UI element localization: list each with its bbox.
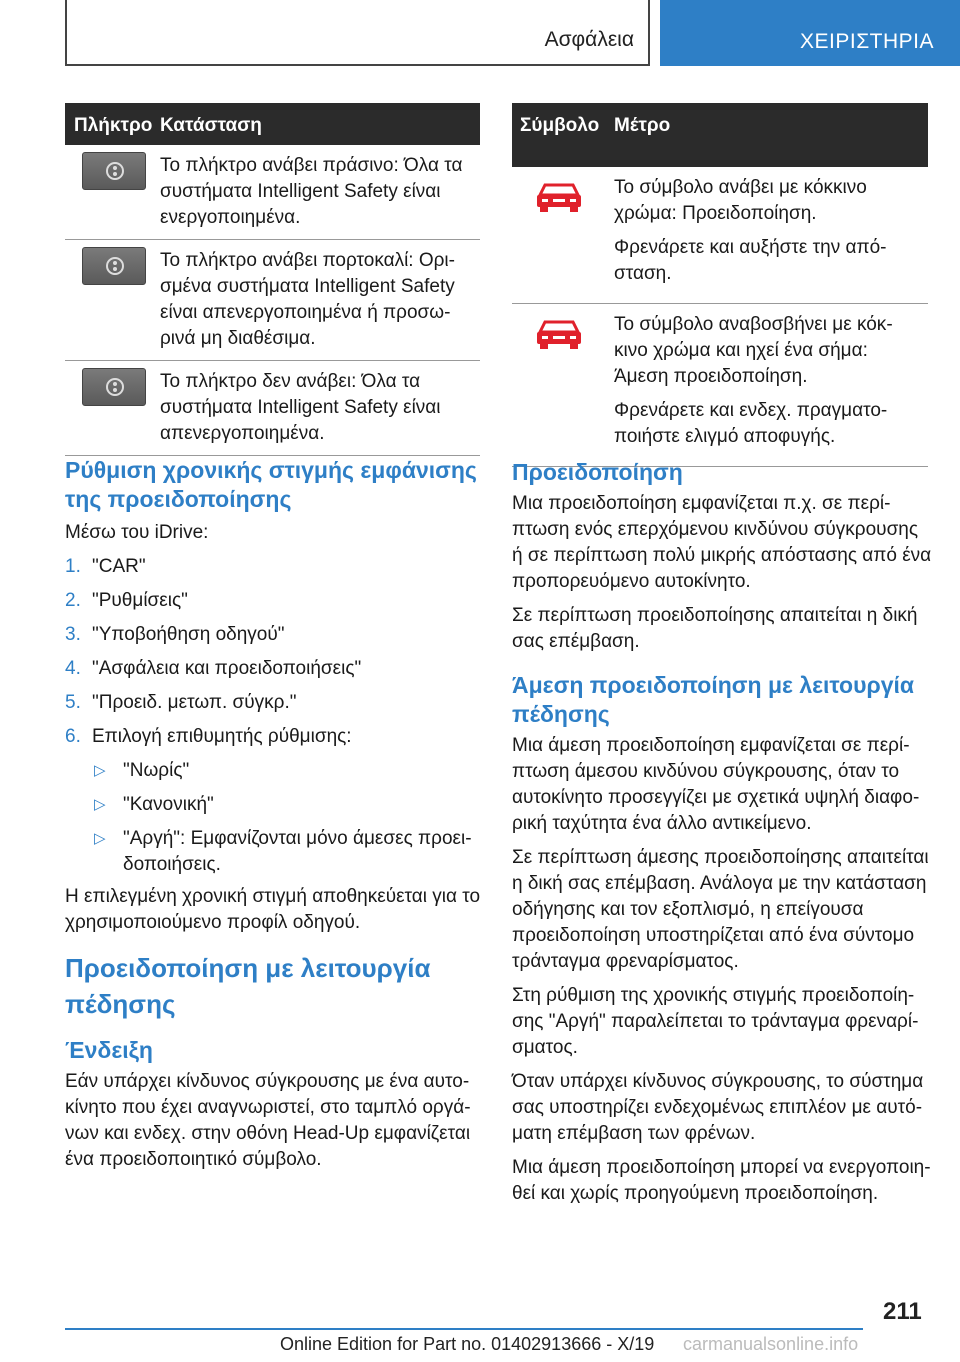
intro-text: Μέσω του iDrive: — [65, 522, 209, 543]
action-text: Φρενάρετε και ενδεχ. πραγματοποιήστε ελιγμό αποφυγής. — [614, 400, 888, 447]
table-header-row — [512, 103, 928, 167]
list-item: ▷ "Νωρίς" — [65, 758, 485, 784]
intelligent-safety-button-icon — [82, 247, 146, 285]
acute-warning-text: Μια άμεση προειδοποίηση μπορεί να ενεργοποιηθεί και χωρίς προηγούμενη προειδοποίηση. — [512, 1157, 931, 1204]
action-text: Το σύμβολο ανάβει με κόκκινο χρώμα: Προειδοποίηση. — [614, 177, 867, 224]
triangle-bullet-icon: ▷ — [94, 796, 106, 813]
action-text: Το σύμβολο αναβοσβήνει με κόκκινο χρώμα και ηχεί ένα σήμα: Άμεση προειδοποίηση. — [614, 314, 893, 387]
heading-warning: Προειδοποίηση — [512, 459, 683, 485]
list-item: 3. "Υποβοήθηση οδηγού" — [65, 624, 285, 645]
warning-text: Σε περίπτωση προειδοποίησης απαιτείται η δική σας επέμβαση. — [512, 605, 918, 652]
column-header-symbol: Σύμβολο — [512, 103, 614, 167]
button-status-table — [65, 103, 480, 456]
table-row — [512, 167, 928, 304]
warning-text: Μια προειδοποίηση εμφανίζεται π.χ. σε περίπτωση ενός επερχόμενου κινδύνου σύγκρουσης ή σε περίπτωση πολύ μικρής απόστασης από ένα προπορευόμενο αυτοκίνητο. — [512, 493, 932, 592]
footer-rule — [65, 1328, 863, 1330]
saved-note: Η επιλεγμένη χρονική στιγμή αποθηκεύεται για το χρησιμοποιούμενο προφίλ οδηγού. — [65, 886, 481, 933]
table-row — [65, 361, 480, 456]
status-text: Το πλήκτρο ανάβει πορτοκαλί: Ορισμένα συστήματα Intelligent Safety είναι απενεργοποιημένα ή προσωρινά μη διαθέσιμα. — [160, 240, 480, 361]
heading-acute-warning: Άμεση προειδοποίηση με λειτουργία πέδησης — [512, 672, 915, 727]
heading-warning-time: Ρύθμιση χρονικής στιγμής εμφάνισης της προειδοποίησης — [65, 457, 477, 512]
heading-indication: Ένδειξη — [65, 1037, 153, 1063]
table-row — [512, 304, 928, 467]
right-column — [512, 458, 932, 1215]
intelligent-safety-button-icon — [82, 152, 146, 190]
list-item: ▷ "Κανονική" — [65, 792, 485, 818]
acute-warning-text: Σε περίπτωση άμεσης προειδοποίησης απαιτείται η δική σας επέμβαση. Ανάλογα με την κατάσταση οδήγησης και τον εξοπλισμό, η επείγουσα προειδοποίηση υποστηρίζεται από ένα σύντομο τράνταγμα φρεναρίσματος. — [512, 847, 929, 972]
warning-car-icon — [534, 181, 584, 215]
status-text: Το πλήκτρο δεν ανάβει: Όλα τα συστήματα Intelligent Safety είναι απενεργοποιημένα. — [160, 361, 480, 456]
status-text: Το πλήκτρο ανάβει πράσινο: Όλα τα συστήματα Intelligent Safety είναι ενεργοποιημένα. — [160, 145, 480, 240]
intelligent-safety-button-icon — [82, 368, 146, 406]
edition-text: Online Edition for Part no. 01402913666 - X/19 — [280, 1334, 655, 1354]
heading-braking-warning: Προειδοποίηση με λειτουργία πέδησης — [65, 953, 431, 1019]
indication-text: Εάν υπάρχει κίνδυνος σύγκρουσης με ένα αυτοκίνητο που έχει αναγνωριστεί, στο ταμπλό οργάνων και ενδεχ. στην οθόνη Head-Up εμφανίζεται ένα προειδοποιητικό σύμβολο. — [65, 1071, 471, 1170]
list-item: 6. Επιλογή επιθυμητής ρύθμισης: ▷ "Νωρίς" ▷ "Κανονική" ▷ "Αργή": Εμφανίζονται μόνο άμεσες προειδοποιήσεις. — [65, 724, 485, 878]
list-item: 5. "Προειδ. μετωπ. σύγκρ." — [65, 692, 297, 713]
left-column — [65, 456, 485, 1181]
triangle-bullet-icon: ▷ — [94, 762, 106, 779]
table-header-row — [65, 103, 480, 145]
acute-warning-text: Στη ρύθμιση της χρονικής στιγμής προειδοποίησης "Αργή" παραλείπεται το τράνταγμα φρεναρίσματος. — [512, 985, 919, 1058]
list-item: 4. "Ασφάλεια και προειδοποιήσεις" — [65, 658, 362, 679]
steps-list — [65, 554, 485, 878]
section-title: Ασφάλεια — [544, 28, 634, 51]
chapter-tab[interactable]: ΧΕΙΡΙΣΤΗΡΙΑ — [660, 0, 960, 66]
option-list — [65, 758, 485, 878]
table-row — [65, 240, 480, 361]
column-header-action: Μέτρο — [614, 103, 928, 167]
list-item: 2. "Ρυθμίσεις" — [65, 590, 188, 611]
symbol-action-table — [512, 103, 928, 467]
list-item: ▷ "Αργή": Εμφανίζονται μόνο άμεσες προειδοποιήσεις. — [94, 828, 472, 875]
table-row — [65, 145, 480, 240]
column-header-status: Κατάσταση — [160, 103, 480, 145]
list-item: 1. "CAR" — [65, 556, 146, 577]
triangle-bullet-icon: ▷ — [94, 830, 106, 847]
page-number: 211 — [883, 1298, 922, 1325]
column-header-button: Πλήκτρο — [65, 103, 160, 145]
acute-warning-text: Μια άμεση προειδοποίηση εμφανίζεται σε περίπτωση άμεσου κινδύνου σύγκρουσης, όταν το αυτοκίνητο προσεγγίζει με σχετικά υψηλή διαφορική ταχύτητα ένα άλλο αντικείμενο. — [512, 735, 920, 834]
header-frame — [65, 0, 650, 66]
action-text: Φρενάρετε και αυξήστε την απόσταση. — [614, 237, 887, 284]
watermark: carmanualsonline.info — [683, 1334, 859, 1354]
acute-warning-text: Όταν υπάρχει κίνδυνος σύγκρουσης, το σύστημα σας υποστηρίζει ενδεχομένως επιπλέον με αυτόματη επέμβαση των φρένων. — [512, 1071, 924, 1144]
warning-car-icon — [534, 318, 584, 352]
